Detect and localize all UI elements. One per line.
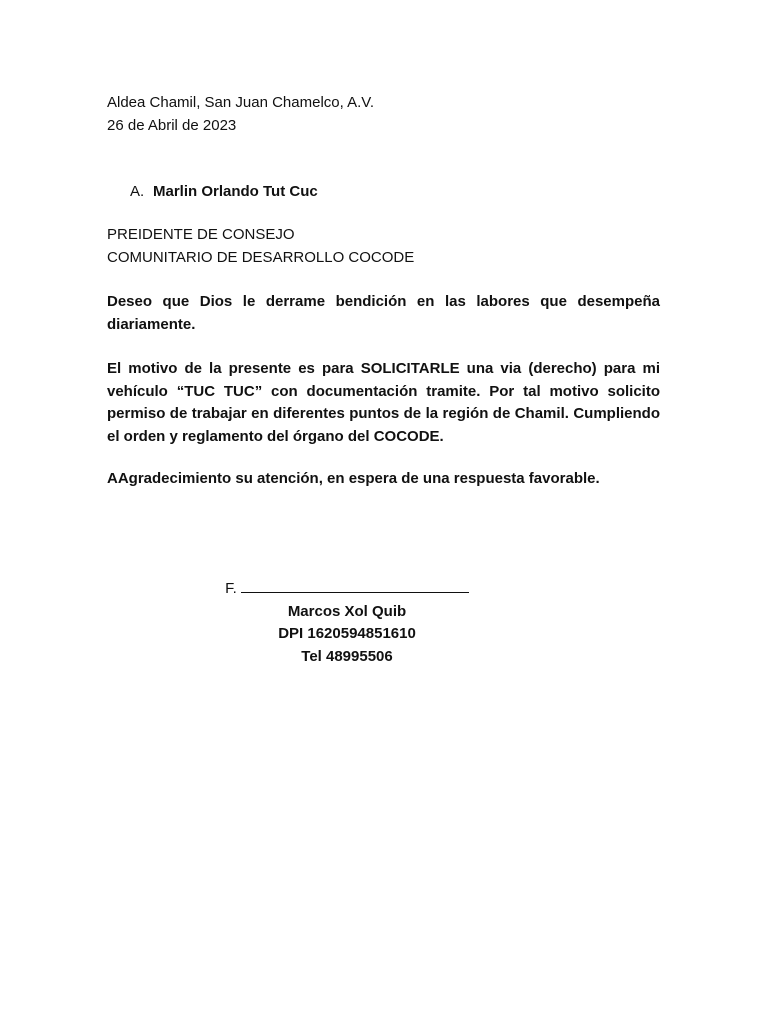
signature-prefix: F. <box>225 580 237 597</box>
recipient-name-line <box>130 181 318 204</box>
recipient-name: Marlin Orlando Tut Cuc <box>153 183 318 200</box>
paragraph-request: El motivo de la presente es para SOLICITARLE una via (derecho) para mi vehículo “TUC TUC” con documentación tramite. Por tal motivo solicito permiso de trabajar en diferentes puntos de la región de Chamil. Cumpliendo el orden y reglamento del órgano del COCODE. <box>107 360 660 445</box>
recipient-list-marker: A. <box>130 183 145 200</box>
letter-date: 26 de Abril de 2023 <box>107 116 237 134</box>
recipient-title <box>107 224 660 269</box>
signature-block <box>200 578 494 668</box>
signature-line <box>200 578 494 601</box>
paragraph-closing: AAgradecimiento su atención, en espera de una respuesta favorable. <box>107 470 600 487</box>
letter-header <box>107 92 660 137</box>
recipient-title-line2: COMUNITARIO DE DESARROLLO COCODE <box>107 248 415 266</box>
paragraph-greeting: Deseo que Dios le derrame bendición en las labores que desempeña diariamente. <box>107 293 660 333</box>
signer-dpi: DPI 1620594851610 <box>278 625 416 642</box>
signature-rule <box>241 578 469 593</box>
recipient-title-line1: PREIDENTE DE CONSEJO <box>107 226 295 243</box>
signer-name: Marcos Xol Quib <box>287 602 407 620</box>
letter-place: Aldea Chamil, San Juan Chamelco, A.V. <box>107 94 375 111</box>
signer-tel: Tel 48995506 <box>301 647 393 665</box>
